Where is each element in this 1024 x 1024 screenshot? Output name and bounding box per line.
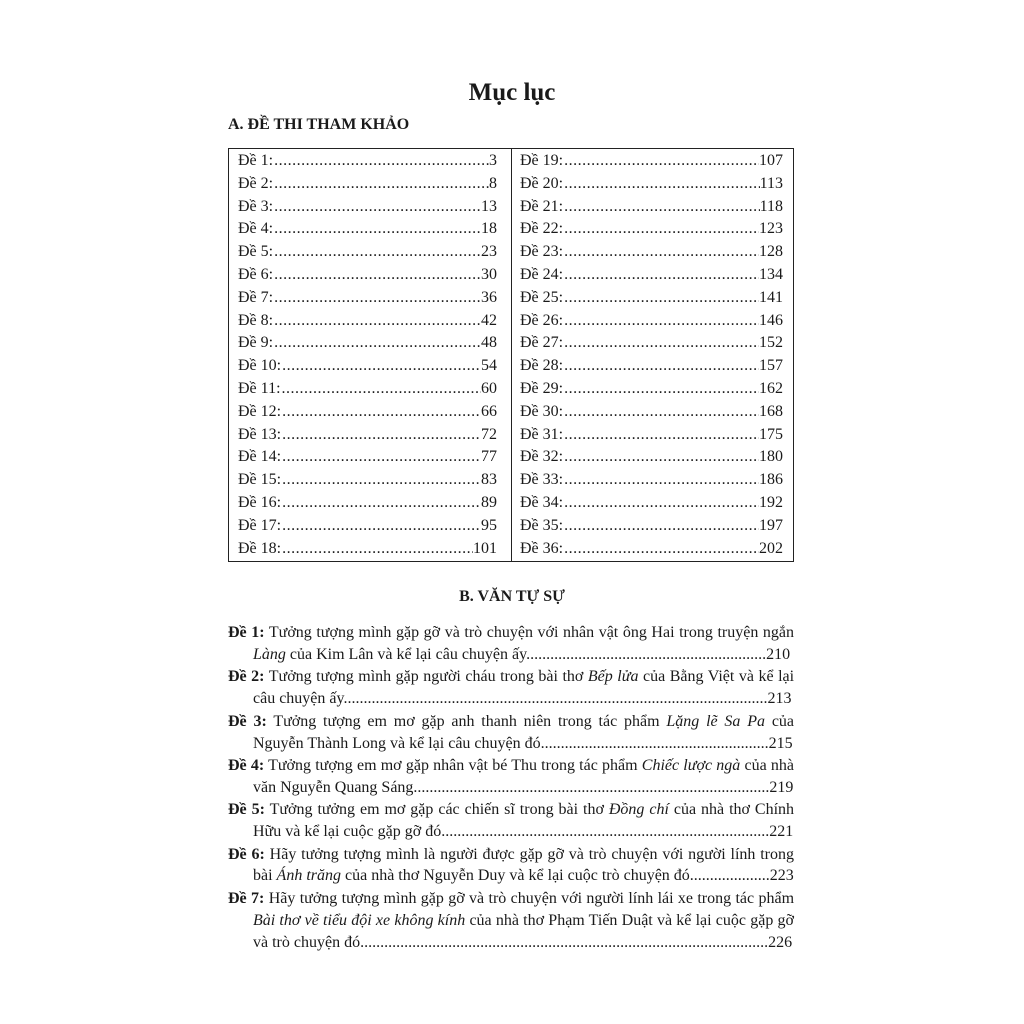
essay-prompt-text: của nhà thơ Chính Hữu và kể lại cuộc gặp gỡ đó. [253,801,795,841]
essay-list [228,622,794,954]
essay-prompt-text: Hãy tưởng tượng mình là người được gặp gỡ và trò chuyện với người lính trong bài [253,845,795,885]
toc-entry [238,538,497,561]
toc-entry-page: 134 [759,265,783,283]
essay-work-title: Đồng chí [608,801,669,819]
toc-entry [238,446,497,469]
toc-entry-page: 54 [481,357,497,375]
essay-prompt-text: của Kim Lân và kể lại câu chuyện ấy. [289,645,531,663]
toc-entry-page: 168 [759,402,783,420]
dot-leader [273,287,481,310]
essay-entry [228,666,794,710]
toc-entry [238,264,497,287]
toc-entry [520,264,783,287]
toc-entry-label: Đề 10: [238,357,282,375]
toc-entry [238,515,497,538]
section-b-heading: B. VĂN TỰ SỰ [459,588,565,605]
essay-prompt-text: Tưởng tượng mình gặp gỡ và trò chuyện với nhân vật ông Hai trong truyện ngắn [268,624,795,641]
toc-entry-page: 113 [759,174,783,192]
essay-work-title: Lặng lẽ Sa Pa [666,712,766,730]
essay-prompt-text: của nhà thơ Phạm Tiến Duật và kể lại cuộc gặp gỡ và trò chuyện đó. [253,911,795,951]
essay-number: Đề 4: [228,756,265,774]
toc-entry [238,332,497,355]
toc-entry [520,310,783,333]
toc-entry-page: 72 [481,425,497,443]
dot-leader [273,332,481,355]
toc-entry [520,538,783,561]
toc-entry [520,401,783,424]
toc-entry-label: Đề 26: [520,311,564,329]
toc-entry-page: 36 [481,288,497,306]
toc-entry-label: Đề 12: [238,402,282,420]
toc-entry [520,150,783,173]
essay-number: Đề 1: [228,624,265,641]
essay-prompt-text: Tưởng tượng em mơ gặp anh thanh niên trong tác phẩm [273,712,660,730]
toc-entry-label: Đề 19: [520,152,564,169]
toc-entry-page: 157 [759,357,783,375]
toc-entry [520,424,783,447]
toc-entry [520,196,783,219]
toc-entry-label: Đề 31: [520,425,564,443]
toc-entry-page: 192 [759,493,783,511]
toc-entry [238,355,497,378]
toc-entry [520,287,783,310]
essay-entry [228,711,794,755]
toc-entry-page: 202 [759,539,783,557]
dot-leader [563,469,759,492]
essay-work-title: Ánh trăng [276,867,341,885]
toc-entry-page: 162 [759,379,783,397]
dot-leader: ..................................................................................................... [364,933,769,951]
toc-entry [520,355,783,378]
dot-leader [563,378,759,401]
dot-leader [273,310,481,333]
toc-entry-page: 123 [759,220,783,238]
toc-entry-page: 89 [481,493,497,511]
essay-prompt-text: của nhà thơ Nguyễn Duy và kể lại cuộc trò chuyện đó. [345,867,694,885]
dot-leader: ........................................................................................ [417,778,770,796]
toc-entry [520,218,783,241]
dot-leader [563,446,759,469]
essay-work-title: Làng [253,645,286,663]
toc-entry-label: Đề 30: [520,402,564,420]
dot-leader [563,401,759,424]
toc-entry [238,310,497,333]
toc-entry-label: Đề 2: [238,174,274,192]
toc-entry [238,424,497,447]
dot-leader [563,287,759,310]
toc-entry [238,469,497,492]
dot-leader [273,196,481,219]
essay-work-title: Chiếc lược ngà [641,756,741,774]
toc-entry-label: Đề 32: [520,448,564,466]
toc-entry [238,492,497,515]
toc-entry-label: Đề 6: [238,265,274,283]
toc-entry-label: Đề 29: [520,379,564,397]
dot-leader [563,218,759,241]
toc-table [228,148,794,562]
toc-entry-label: Đề 9: [238,334,274,352]
toc-entry-page: 101 [473,539,497,557]
dot-leader [563,332,759,355]
essay-page: 210 [766,645,791,663]
toc-entry-label: Đề 7: [238,288,274,306]
toc-entry [520,241,783,264]
toc-entry-label: Đề 17: [238,516,282,534]
dot-leader [281,355,481,378]
essay-number: Đề 7: [228,889,265,907]
toc-entry [238,241,497,264]
toc-entry-label: Đề 22: [520,220,564,238]
dot-leader [563,150,759,173]
essay-page: 213 [767,690,792,708]
dot-leader [563,424,759,447]
toc-entry-page: 8 [489,174,497,192]
essay-page: 223 [769,867,794,885]
essay-page: 215 [768,734,793,752]
essay-number: Đề 3: [228,712,267,730]
toc-entry [520,378,783,401]
dot-leader [563,538,759,561]
toc-entry-label: Đề 16: [238,493,282,511]
essay-prompt-text: Tưởng tượng em mơ gặp nhân vật bé Thu trong tác phẩm [268,756,638,774]
toc-entry [520,446,783,469]
toc-entry-label: Đề 36: [520,539,564,557]
toc-entry-page: 197 [759,516,783,534]
essay-prompt-text: Hãy tưởng tượng mình gặp gỡ và trò chuyện với người lính lái xe trong tác phẩm [268,889,795,907]
essay-prompt-text: Tưởng tưởng em mơ gặp các chiến sĩ trong bài thơ [269,801,604,819]
toc-entry [238,378,497,401]
essay-work-title: Bếp lửa [587,668,639,686]
toc-entry-label: Đề 35: [520,516,564,534]
toc-entry [238,401,497,424]
dot-leader [273,150,489,173]
toc-entry-label: Đề 18: [238,539,282,557]
toc-entry-page: 48 [481,334,497,352]
toc-entry-page: 118 [759,197,783,215]
toc-entry-page: 77 [481,448,497,466]
dot-leader: ................................................................................. [445,823,770,841]
essay-entry [228,799,794,843]
dot-leader [273,218,481,241]
toc-entry [238,196,497,219]
toc-entry-label: Đề 20: [520,174,564,192]
dot-leader [273,241,481,264]
essay-prompt-text: Tưởng tượng mình gặp người cháu trong bài thơ [268,668,584,686]
dot-leader [273,173,489,196]
toc-entry-page: 107 [759,152,783,169]
essay-page: 226 [768,933,793,951]
toc-entry-label: Đề 1: [238,152,274,169]
toc-right-column [512,149,795,561]
essay-number: Đề 6: [228,845,265,863]
toc-entry-page: 83 [481,471,497,489]
dot-leader [281,538,473,561]
toc-entry-label: Đề 24: [520,265,564,283]
toc-entry-label: Đề 21: [520,197,564,215]
dot-leader [563,310,759,333]
dot-leader [281,515,481,538]
essay-number: Đề 2: [228,668,265,686]
toc-entry [520,515,783,538]
essay-entry [228,755,794,799]
toc-entry-label: Đề 14: [238,448,282,466]
dot-leader [281,492,481,515]
essay-work-title: Bài thơ về tiểu đội xe không kính [253,911,466,929]
dot-leader [563,492,759,515]
dot-leader [281,424,481,447]
dot-leader [563,515,759,538]
toc-entry-label: Đề 3: [238,197,274,215]
essay-prompt-text: của Nguyễn Thành Long và kể lại câu chuyện đó. [253,712,795,752]
dot-leader [281,401,481,424]
dot-leader: ......................................................................................................... [347,690,768,708]
toc-entry-page: 180 [759,448,783,466]
toc-entry-page: 66 [481,402,497,420]
toc-entry-page: 141 [759,288,783,306]
dot-leader [563,264,759,287]
toc-entry-label: Đề 28: [520,357,564,375]
toc-entry-page: 152 [759,334,783,352]
page-title: Mục lục [468,79,556,106]
toc-entry-page: 60 [481,379,497,397]
essay-prompt-text: của nhà văn Nguyễn Quang Sáng. [253,756,795,796]
dot-leader [273,264,481,287]
toc-entry-page: 175 [759,425,783,443]
toc-entry-label: Đề 33: [520,471,564,489]
essay-number: Đề 5: [228,801,265,819]
toc-entry [520,173,783,196]
dot-leader: ................... [693,867,770,885]
toc-entry-page: 186 [759,471,783,489]
toc-left-column [229,149,512,561]
toc-entry-label: Đề 4: [238,220,274,238]
essay-entry [228,888,794,954]
toc-entry-page: 42 [481,311,497,329]
toc-entry-label: Đề 11: [238,379,281,397]
toc-entry-label: Đề 13: [238,425,282,443]
toc-entry [238,173,497,196]
dot-leader [563,173,759,196]
toc-entry-page: 128 [759,243,783,261]
toc-entry-label: Đề 8: [238,311,274,329]
essay-page: 219 [769,778,794,796]
toc-entry-page: 3 [489,152,497,169]
toc-entry-page: 18 [481,220,497,238]
essay-entry [228,622,794,666]
toc-entry-label: Đề 23: [520,243,564,261]
essay-prompt-text: của Bằng Việt và kể lại câu chuyện ấy. [253,668,795,708]
section-a-heading: A. ĐỀ THI THAM KHẢO [228,116,410,133]
toc-entry-label: Đề 27: [520,334,564,352]
toc-entry-page: 13 [481,197,497,215]
toc-entry [520,332,783,355]
toc-entry-page: 23 [481,243,497,261]
toc-entry [520,469,783,492]
dot-leader [563,355,759,378]
toc-entry [238,150,497,173]
toc-entry-page: 30 [481,265,497,283]
toc-entry-page: 146 [759,311,783,329]
dot-leader [563,196,759,219]
toc-entry-label: Đề 15: [238,471,282,489]
dot-leader [281,378,481,401]
dot-leader [563,241,759,264]
toc-entry [238,287,497,310]
dot-leader: ........................................................ [544,734,769,752]
dot-leader: ........................................................... [530,645,767,663]
essay-entry [228,844,794,888]
toc-entry-label: Đề 25: [520,288,564,306]
toc-entry-label: Đề 5: [238,243,274,261]
toc-entry-page: 95 [481,516,497,534]
toc-entry-label: Đề 34: [520,493,564,511]
dot-leader [281,469,481,492]
essay-page: 221 [769,823,794,841]
toc-entry [238,218,497,241]
toc-entry [520,492,783,515]
dot-leader [281,446,481,469]
